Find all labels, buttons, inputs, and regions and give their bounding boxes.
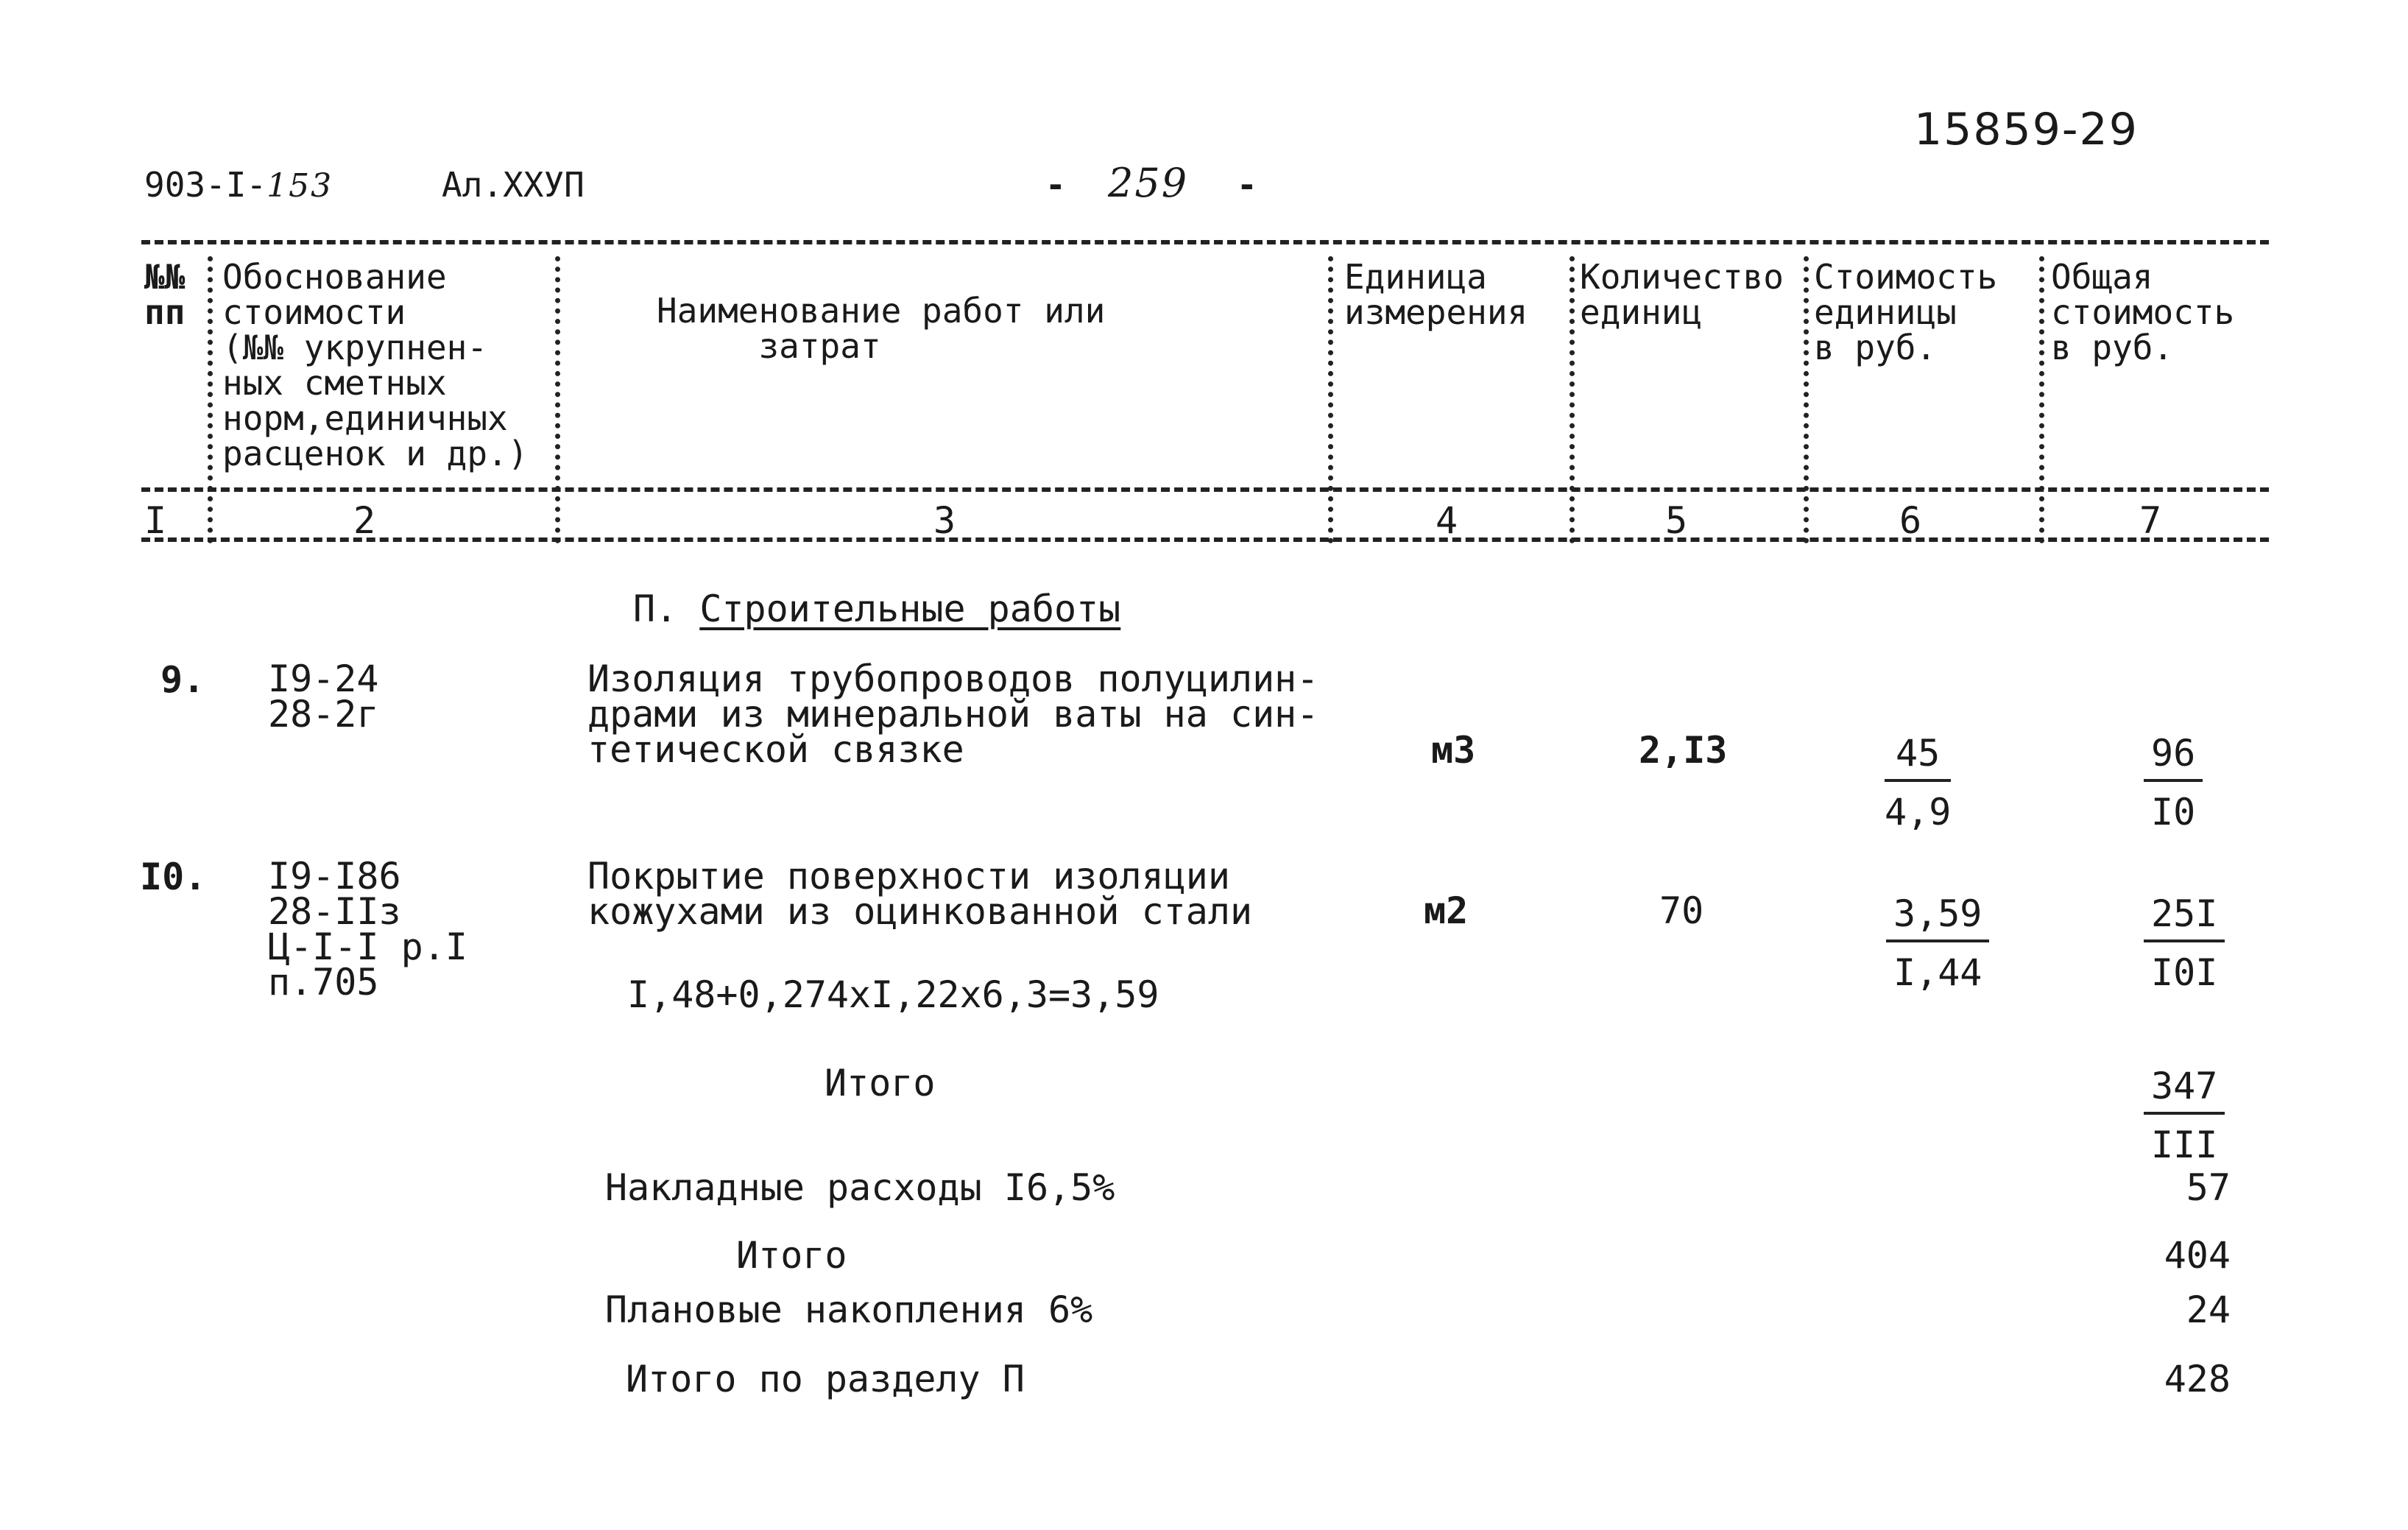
total-with-overhead-value: 404 (2164, 1234, 2231, 1277)
row-10-total-cost-total: 25I (2144, 892, 2225, 942)
row-10-unit-cost-total: 3,59 (1886, 892, 1989, 942)
column-header-unit: Единица измерения (1344, 257, 1528, 332)
archive-stamp-number: 15859-29 (1914, 104, 2139, 155)
document-code-handwritten: 153 (266, 167, 333, 205)
row-9-basis: I9-24 28-2г (268, 658, 379, 736)
column-number-3: 3 (933, 499, 956, 542)
page-dash-right: - (1237, 165, 1257, 205)
table-top-rule (141, 240, 2269, 244)
row-9-total-cost (2144, 732, 2203, 833)
column-number-2: 2 (353, 499, 376, 542)
column-number-7: 7 (2139, 499, 2162, 542)
column-header-total-cost: Общая стоимость в руб. (2051, 257, 2235, 367)
column-header-unit-cost: Стоимость единицы в руб. (1814, 257, 1998, 367)
row-10-work-name: Покрытие поверхности изоляции кожухами из оцинкованной стали (587, 855, 1253, 933)
row-9-unit-cost-wages: 4,9 (1885, 791, 1952, 833)
row-9-total-cost-wages: I0 (2151, 791, 2196, 833)
section-total-value: 428 (2164, 1358, 2231, 1400)
page-dash-left: - (1045, 165, 1066, 205)
overhead-value: 57 (2186, 1166, 2231, 1209)
column-separator (1328, 256, 1333, 543)
subtotal-value-total: 347 (2144, 1065, 2225, 1115)
column-separator (555, 256, 560, 543)
row-10-total-cost (2144, 892, 2225, 994)
column-separator (1570, 256, 1575, 543)
total-with-overhead-label: Итого (736, 1234, 847, 1277)
column-separator (208, 256, 213, 543)
column-number-5: 5 (1665, 499, 1688, 542)
row-10-quantity: 70 (1659, 889, 1704, 932)
section-title (633, 588, 1121, 630)
column-header-name: Наименование работ или затрат (657, 291, 1106, 366)
row-9-work-name: Изоляция трубопроводов полуцилин- драми из минеральной ваты на син- тетической связке (587, 658, 1319, 771)
row-10-unit: м2 (1424, 889, 1469, 932)
column-number-4: 4 (1436, 499, 1458, 542)
planned-savings-value: 24 (2186, 1288, 2231, 1331)
section-prefix: П. (633, 588, 700, 630)
album-number: Ал.ХХУП (442, 165, 585, 205)
column-header-basis: Обоснование стоимости (№№ укрупнен- ных сметных норм,единичных расценок и др.) (222, 257, 529, 473)
row-10-unit-cost (1886, 892, 1989, 994)
column-number-1: I (144, 499, 167, 542)
row-10-formula: I,48+0,274хI,22х6,3=3,59 (627, 973, 1159, 1016)
subtotal-label: Итого (825, 1062, 936, 1104)
subtotal-value-wages: III (2151, 1124, 2218, 1166)
table-header-rule (141, 487, 2269, 492)
column-header-quantity: Количество единиц (1580, 257, 1784, 332)
row-9-unit-cost (1885, 732, 1951, 833)
row-9-unit-cost-total: 45 (1885, 732, 1951, 782)
row-9-total-cost-total: 96 (2144, 732, 2203, 782)
planned-savings-label: Плановые накопления 6% (605, 1288, 1093, 1331)
page-number: 259 (1108, 160, 1189, 206)
subtotal-value (2144, 1065, 2225, 1166)
row-9-unit: м3 (1431, 729, 1476, 772)
column-separator (2039, 256, 2044, 543)
row-10-unit-cost-wages: I,44 (1893, 951, 1982, 994)
row-9-quantity: 2,I3 (1639, 729, 1728, 772)
row-10-number: I0. (140, 856, 207, 898)
column-header-no: №№ пп (144, 257, 186, 332)
document-code-prefix: 903-I- (144, 165, 267, 205)
row-9-number: 9. (160, 658, 205, 701)
row-10-total-cost-wages: I0I (2151, 951, 2218, 994)
document-code (144, 165, 333, 205)
table-number-rule (141, 537, 2269, 542)
column-separator (1804, 256, 1809, 543)
section-total-label: Итого по разделу П (626, 1358, 1025, 1400)
overhead-label: Накладные расходы I6,5% (605, 1166, 1115, 1209)
row-10-basis: I9-I86 28-IIз Ц-I-I р.I п.705 (268, 855, 467, 1004)
section-name: Строительные работы (699, 588, 1121, 630)
column-number-6: 6 (1899, 499, 1922, 542)
